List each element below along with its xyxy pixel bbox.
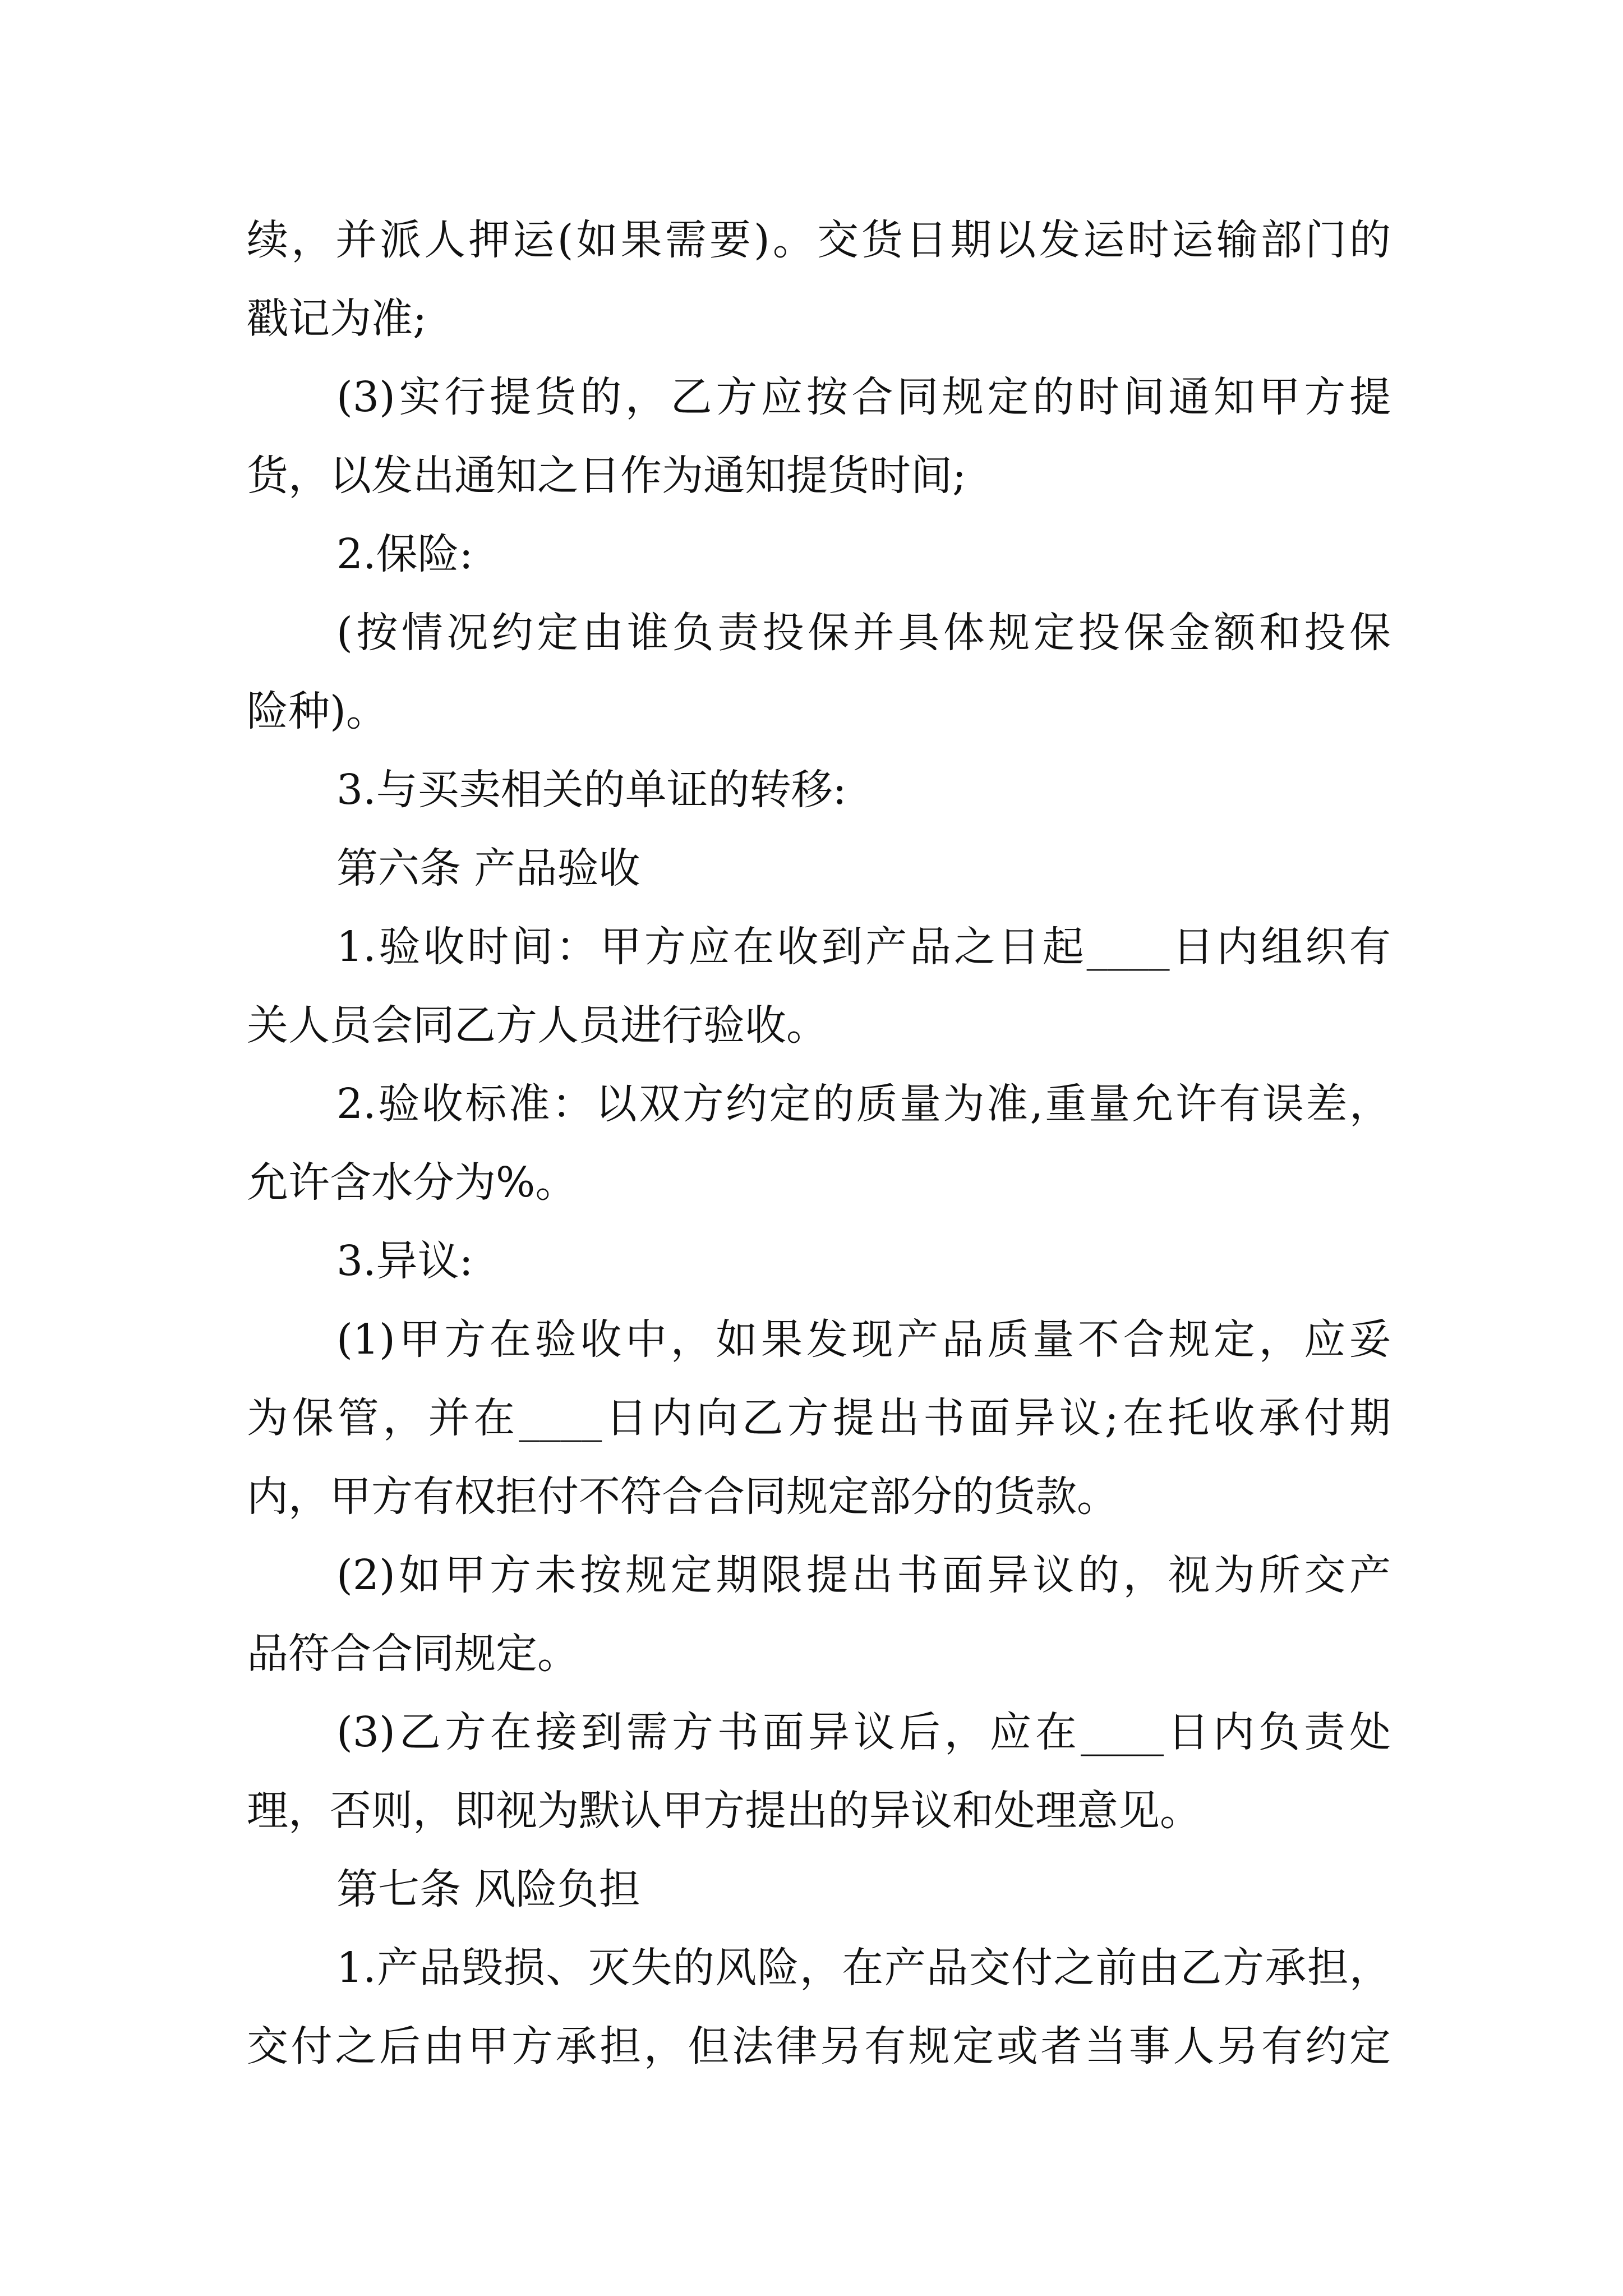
text-line: 品符合合同规定。	[247, 1630, 579, 1678]
text-line: 1.产品毁损、灭失的风险，在产品交付之前由乙方承担，	[336, 1944, 1391, 1992]
text-line: 3.与买卖相关的单证的转移:	[336, 766, 847, 814]
section-heading: 第七条 风险负担	[336, 1865, 640, 1913]
text-line: 2.保险:	[336, 530, 473, 578]
text-line: 交付之后由甲方承担，但法律另有规定或者当事人另有约定	[247, 2022, 1391, 2070]
text-line: 内，甲方有权拒付不符合合同规定部分的货款。	[247, 1473, 1118, 1521]
text-line: 险种)。	[247, 687, 388, 735]
section-heading: 第六条 产品验收	[336, 844, 640, 892]
text-line: 3.异议:	[336, 1237, 473, 1285]
text-line: 允许含水分为%。	[247, 1158, 577, 1207]
text-line: (3)乙方在接到需方书面异议后，应在____日内负责处	[336, 1708, 1391, 1756]
text-line: 货，以发出通知之日作为通知提货时间;	[247, 452, 966, 500]
text-line: 理，否则，即视为默认甲方提出的异议和处理意见。	[247, 1787, 1201, 1835]
text-line: 续，并派人押运(如果需要)。交货日期以发运时运输部门的	[247, 216, 1391, 264]
text-line: (1)甲方在验收中，如果发现产品质量不合规定，应妥	[336, 1315, 1391, 1364]
text-line: (按情况约定由谁负责投保并具体规定投保金额和投保	[336, 609, 1391, 657]
text-line: 1.验收时间：甲方应在收到产品之日起____日内组织有	[336, 923, 1391, 971]
text-line: (2)如甲方未按规定期限提出书面异议的，视为所交产	[336, 1551, 1391, 1599]
text-line: 关人员会同乙方人员进行验收。	[247, 1001, 828, 1050]
text-line: 戳记为准;	[247, 295, 427, 343]
text-line: 为保管，并在____日内向乙方提出书面异议;在托收承付期	[247, 1394, 1391, 1442]
text-line: (3)实行提货的，乙方应按合同规定的时间通知甲方提	[336, 373, 1391, 421]
text-line: 2.验收标准：以双方约定的质量为准,重量允许有误差，	[336, 1080, 1391, 1128]
